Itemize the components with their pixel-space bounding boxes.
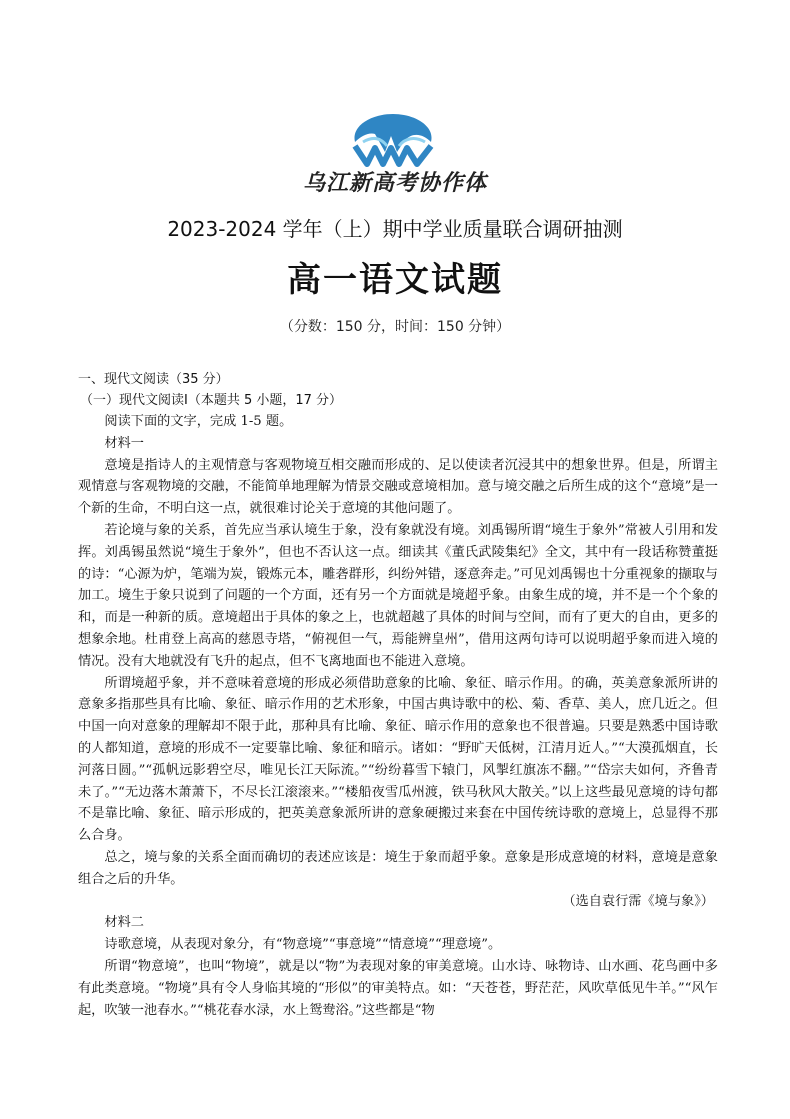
material1-paragraph: 总之，境与象的关系全面而确切的表述应该是：境生于象而超乎象。意象是形成意境的材料，意境是意象组合之后的升华。 — [78, 849, 718, 887]
instruction: 阅读下面的文字，完成 1-5 题。 — [104, 414, 293, 429]
material1-source: （选自袁行霈《境与象》） — [562, 893, 714, 909]
material1-label: 材料一 — [104, 435, 144, 451]
exam-title: 高一语文试题 — [287, 260, 503, 300]
material2-paragraph: 所谓“物意境”，也叫“物境”，就是以“物”为表现对象的审美意境。山水诗、咏物诗、山水画、花鸟画中多有此类意境。“物境”具有令人身临其境的“形似”的审美特点。如：“天苍苍，野茫茫，风吹草低见牛羊。”“风乍起，吹皱一池春水。”“桃花春水渌，水上鸳鸯浴。”这些都是“物 — [78, 958, 718, 1018]
material1-paragraph: 若论境与象的关系，首先应当承认境生于象，没有象就没有境。刘禹锡所谓“境生于象外”常被人引用和发挥。刘禹锡虽然说“境生于象外”，但也不否认这一点。细读其《董氏武陵集纪》全文，其中有一段话称赞董挺的诗：“心源为炉，笔端为炭，锻炼元本，雕砻群形，纠纷舛错，逐意奔走。”可见刘禹锡也十分重视象的撷取与加工。境生于象只说到了问题的一个方面，还有另一个方面就是境超乎象。由象生成的境，并不是一个个象的和，而是一种新的质。意境超出于具体的象之上，也就超越了具体的时间与空间，而有了更大的自由，更多的想象余地。杜甫登上高高的慈恩寺塔，“俯视但一气，焉能辨皇州”，借用这两句诗可以说明超乎象而进入境的情况。没有大地就没有飞升的起点，但不飞离地面也不能进入意境。 — [78, 522, 718, 669]
material1-paragraph: 意境是指诗人的主观情意与客观物境互相交融而形成的、足以使读者沉浸其中的想象世界。但是，所谓主观情意与客观物境的交融，不能简单地理解为情景交融或意境相加。意与境交融之后所生成的这个“意境”是一个新的生命，不明白这一点，就很难讨论关于意境的其他问题了。 — [78, 457, 718, 517]
material2-paragraph: 诗歌意境，从表现对象分，有“物意境”“事意境”“情意境”“理意境”。 — [104, 937, 502, 953]
section-heading: 一、现代文阅读（35 分） — [78, 372, 229, 387]
wujiang-logo-icon — [345, 112, 441, 168]
score-time: （分数：150 分，时间：150 分钟） — [279, 319, 511, 335]
section-subheading: （一）现代文阅读Ⅰ（本题共 5 小题，17 分） — [80, 393, 343, 408]
material1-paragraph: 所谓境超乎象，并不意味着意境的形成必须借助意象的比喻、象征、暗示作用。的确，英美意象派所讲的意象多指那些具有比喻、象征、暗示作用的艺术形象，中国古典诗歌中的松、菊、香草、美人，庶几近之。但中国一向对意象的理解却不限于此，那种具有比喻、象征、暗示作用的意象也不很普遍。只要是熟悉中国诗歌的人都知道，意境的形成不一定要靠比喻、象征和暗示。诸如：“野旷天低树，江清月近人。”“大漠孤烟直，长河落日圆。”“孤帆远影碧空尽，唯见长江天际流。”“纷纷暮雪下辕门，风掣红旗冻不翻。”“岱宗夫如何，齐鲁青未了。”“无边落木萧萧下，不尽长江滚滚来。”“楼船夜雪瓜州渡，铁马秋风大散关。”以上这些最见意境的诗句都不是靠比喻、象征、暗示形成的，把英美意象派所讲的意象硬搬过来套在中国传统诗歌的意境上，总显得不那么合身。 — [78, 675, 718, 844]
org-name: 乌江新高考协作体 — [302, 171, 487, 196]
material2-label: 材料二 — [104, 915, 144, 931]
exam-subtitle: 2023-2024 学年（上）期中学业质量联合调研抽测 — [167, 217, 623, 241]
exam-content — [78, 369, 718, 1021]
